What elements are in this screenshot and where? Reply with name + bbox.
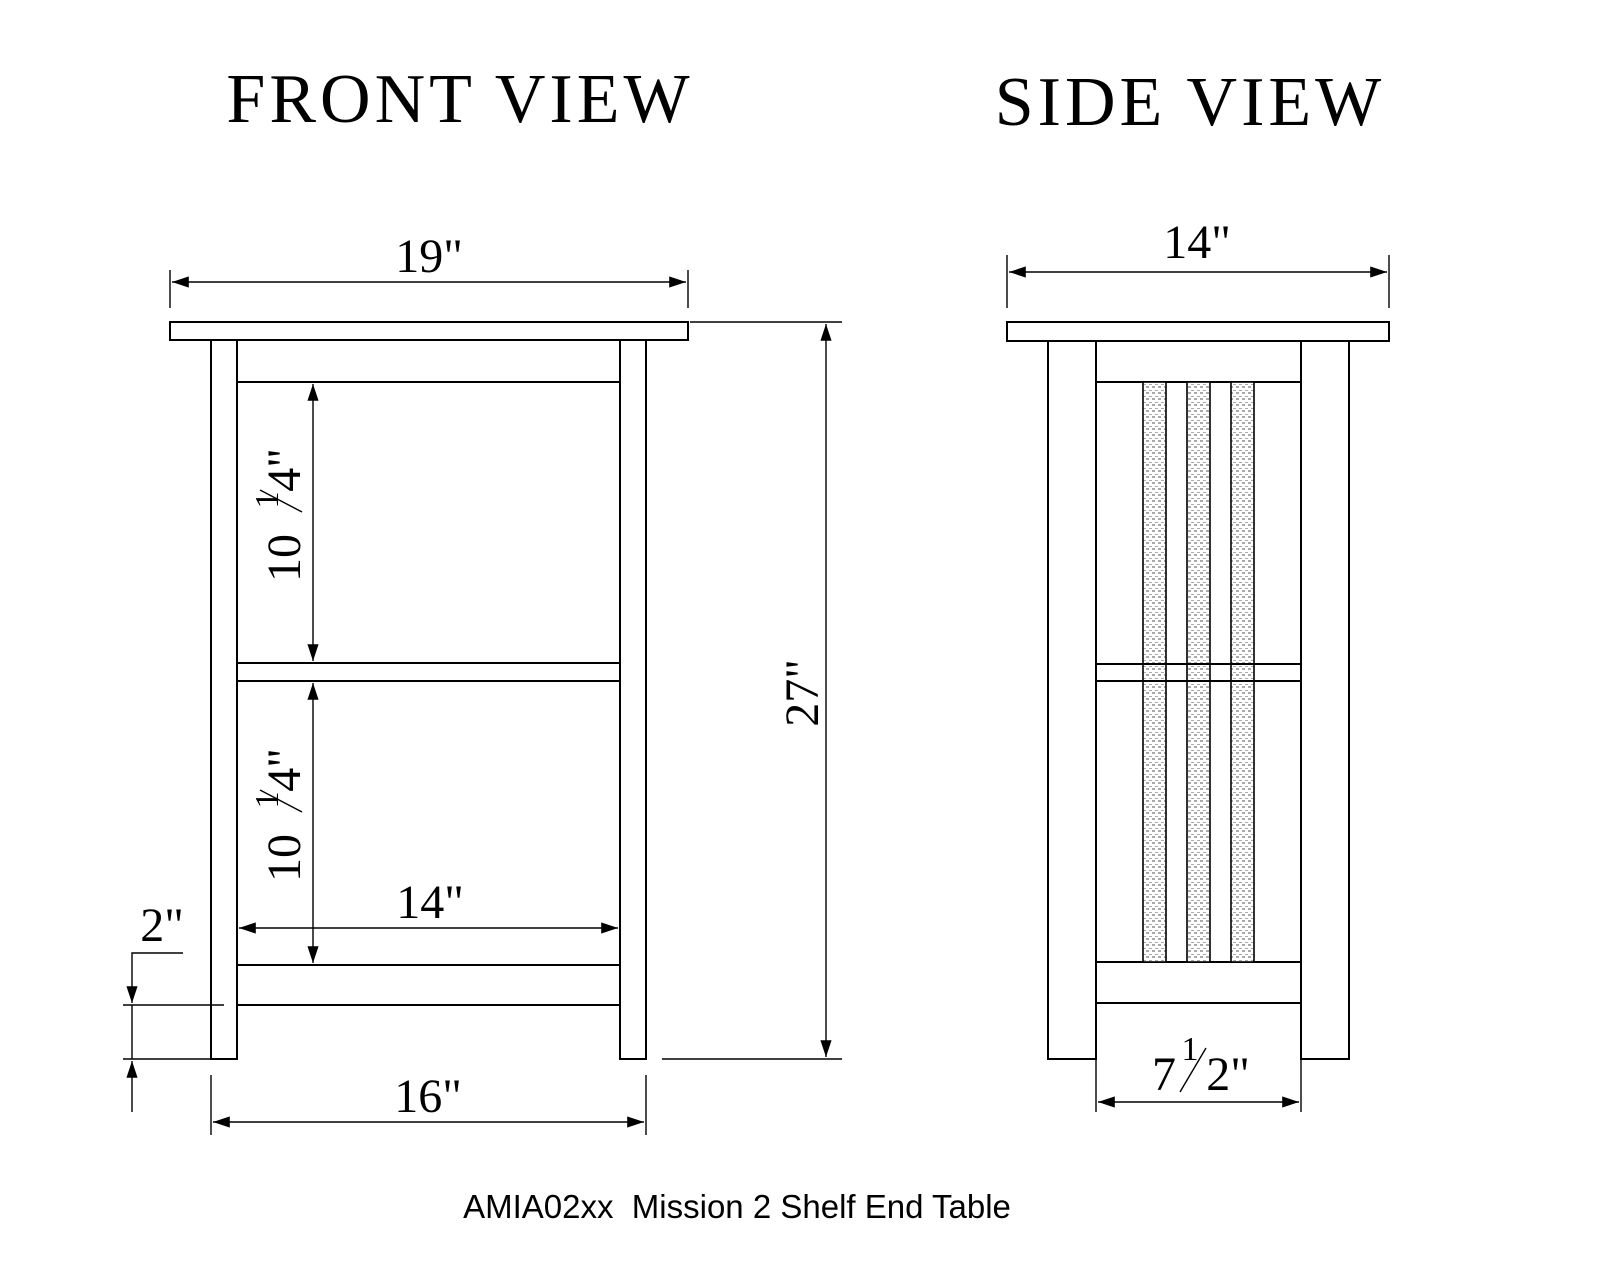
lower-opening-dimension (249, 683, 313, 963)
product-caption: AMIA02xx Mission 2 Shelf End Table (463, 1188, 1011, 1225)
front-view-title: FRONT VIEW (226, 61, 694, 138)
upper-opening-denominator: 4" (258, 448, 311, 492)
side-view-title: SIDE VIEW (994, 64, 1386, 141)
side-base-dimension (1096, 1031, 1301, 1112)
height-label: 27" (776, 659, 829, 727)
side-slat-3 (1231, 382, 1254, 962)
side-base-denominator: 2" (1206, 1048, 1250, 1101)
side-front-leg (1048, 341, 1096, 1059)
front-view-drawing (170, 322, 688, 1059)
inner-width-label: 14" (396, 876, 464, 929)
leg-span-label: 16" (394, 1070, 462, 1123)
side-tabletop (1007, 322, 1389, 341)
front-middle-shelf (237, 663, 620, 681)
side-back-leg (1301, 341, 1349, 1059)
side-depth-label: 14" (1163, 216, 1231, 269)
upper-opening-numerator: 1 (249, 491, 286, 509)
side-slat-2 (1187, 382, 1210, 962)
front-tabletop (170, 322, 688, 340)
height-dimension (662, 322, 842, 1059)
side-slat-1 (1143, 382, 1166, 962)
base-clearance-dimension (123, 899, 224, 1112)
side-bottom-rail (1096, 962, 1301, 1003)
side-depth-dimension (1007, 216, 1389, 308)
inner-width-dimension (239, 876, 618, 929)
base-clearance-label: 2" (140, 899, 184, 952)
upper-opening-dimension (249, 384, 313, 661)
upper-opening-whole: 10 (258, 534, 311, 582)
side-base-whole: 7 (1152, 1048, 1176, 1101)
side-base-numerator: 1 (1181, 1031, 1199, 1068)
lower-opening-denominator: 4" (258, 748, 311, 792)
leg-span-dimension (211, 1070, 646, 1135)
front-right-leg (620, 340, 646, 1059)
front-bottom-shelf (237, 965, 620, 1005)
lower-opening-whole: 10 (258, 834, 311, 882)
front-width-dimension (170, 230, 688, 308)
front-left-leg (211, 340, 237, 1059)
lower-opening-numerator: 1 (249, 791, 286, 809)
front-width-label: 19" (395, 230, 463, 283)
side-view-drawing (1007, 322, 1389, 1059)
